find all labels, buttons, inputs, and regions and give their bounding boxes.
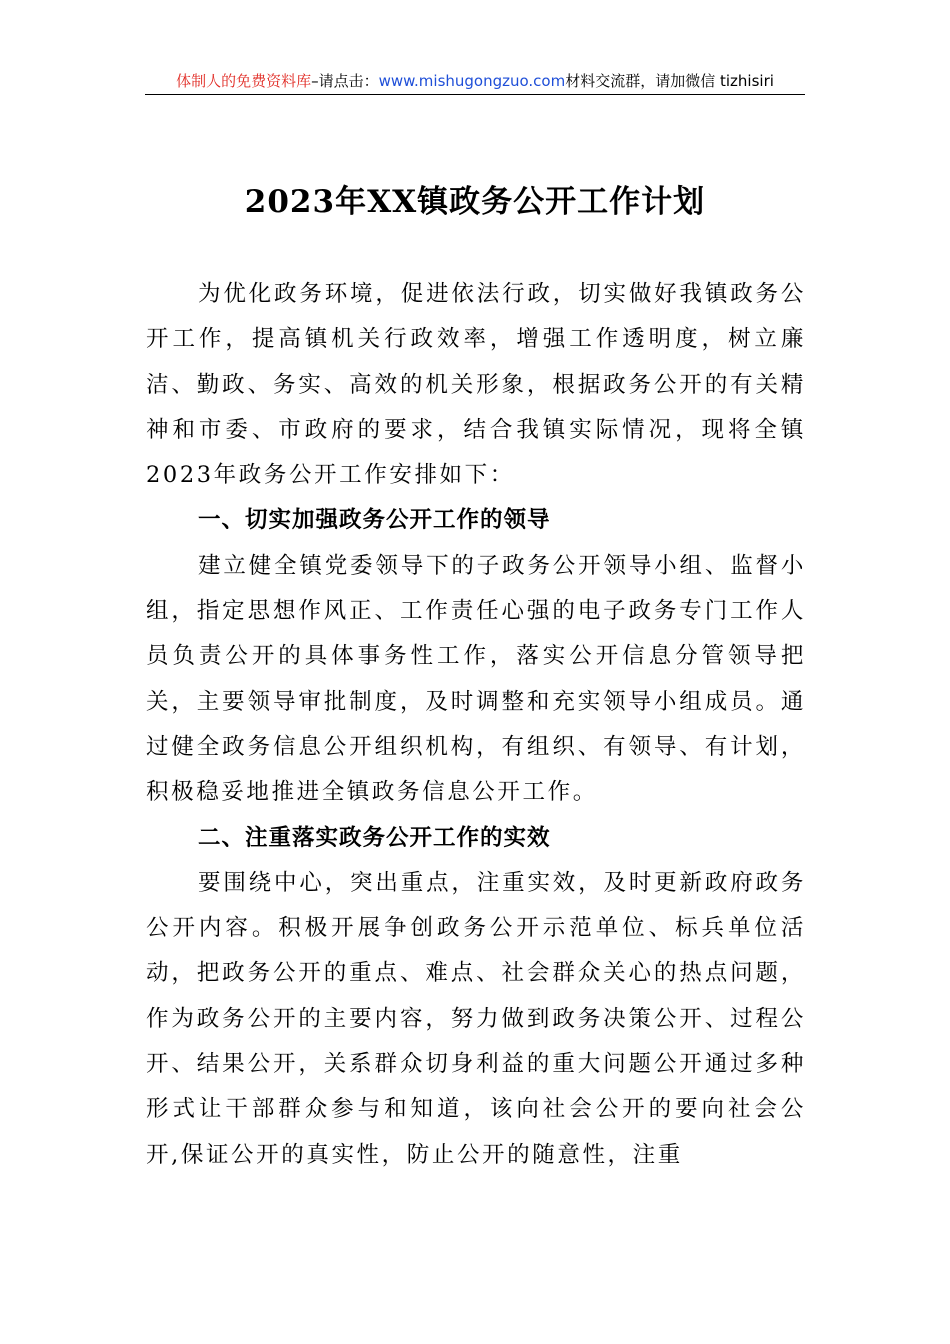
section-2-heading: 二、注重落实政务公开工作的实效 [198, 824, 551, 851]
section-2-paragraph: 要围绕中心，突出重点，注重实效，及时更新政府政务公开内容。积极开展争创政务公开示范单位、标兵单位活动，把政务公开的重点、难点、社会群众关心的热点问题，作为政务公开的主要内容，努力做到政务决策公开、过程公开、结果公开，关系群众切身利益的重大问题公开通过多种形式让干部群众参与和知道，该向社会公开的要向社会公开,保证公开的真实性，防止公开的随意性，注重 [146, 869, 806, 1168]
header-site-name: 体制人的免费资料库 [176, 72, 312, 90]
document-title: 2023年XX镇政务公开工作计划 [244, 184, 706, 220]
intro-paragraph: 为优化政务环境，促进依法行政，切实做好我镇政务公开工作，提高镇机关行政效率，增强工作透明度，树立廉洁、勤政、务实、高效的机关形象，根据政务公开的有关精神和市委、市政府的要求，结合我镇实际情况，现将全镇2023年政务公开工作安排如下： [146, 281, 806, 489]
header-contact: 材料交流群，请加微信 tizhisiri [565, 72, 774, 90]
section-1-paragraph: 建立健全镇党委领导下的子政务公开领导小组、监督小组，指定思想作风正、工作责任心强的电子政务专门工作人员负责公开的具体事务性工作，落实公开信息分管领导把关，主要领导审批制度，及时调整和充实领导小组成员。通过健全政务信息公开组织机构，有组织、有领导、有计划，积极稳妥地推进全镇政务信息公开工作。 [146, 552, 806, 806]
header-url-link[interactable]: www.mishugongzuo.com [378, 72, 566, 90]
header-click-text: –请点击： [311, 72, 379, 90]
document-body [146, 272, 806, 1178]
page-header [145, 70, 805, 95]
section-1-heading: 一、切实加强政务公开工作的领导 [198, 507, 551, 534]
